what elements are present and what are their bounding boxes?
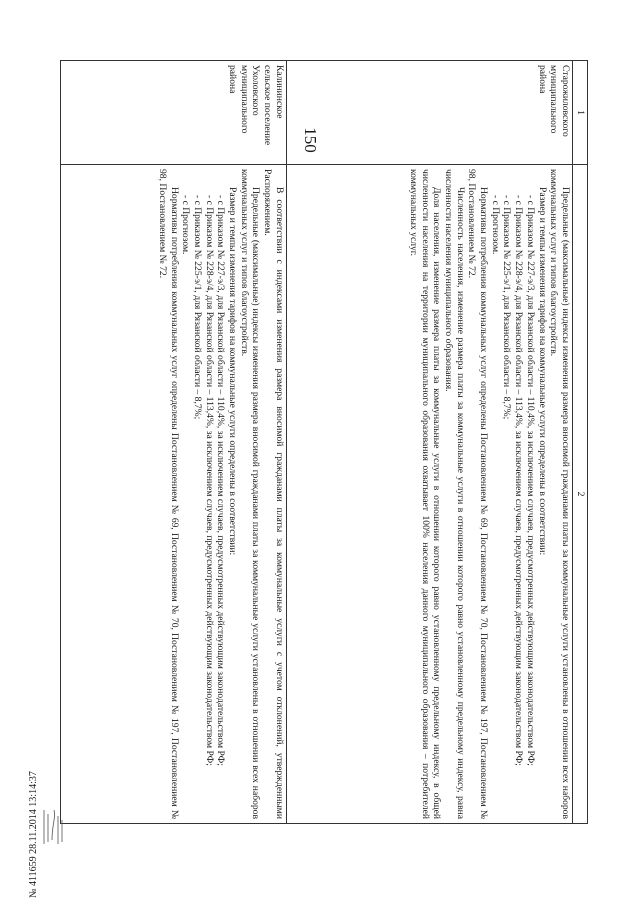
municipality-name-line: района <box>536 65 548 94</box>
municipality-name-line: муниципального <box>548 65 560 134</box>
municipality-name-line: Ухоловского <box>250 65 262 116</box>
municipality-cell <box>286 61 572 165</box>
description-paragraph: В соответствии с индексами изменения размера вносимой гражданами платы за коммунальные услуги с учетом отклонений, утвержденными Распоряжением. <box>262 169 285 819</box>
description-paragraph: Нормативы потребления коммунальных услуг определены Постановлением № 69, Постановлением № 70, Постановлением № 197, Постановлением № 98, Постановлением № 72. <box>466 169 490 819</box>
description-paragraph: - с Приказом № 228-э/4, для Рязанской области – 113,4%, за исключением случаев, предусмотренных действующим законодательством РФ; <box>203 195 215 766</box>
description-paragraph: - с Приказом № 228-э/4, для Рязанской области – 113,4%, за исключением случаев, предусмотренных действующим законодательством РФ; <box>513 195 525 766</box>
description-cell <box>286 165 572 824</box>
registration-stamp <box>20 771 80 900</box>
stamp-doc-number: № 411659 28.11.2014 13:14:37 <box>28 771 39 898</box>
municipality-name-line: района <box>227 65 239 94</box>
description-paragraph: Размер и темпы изменения тарифов на коммунальные услуги определены в соответствии: <box>536 187 548 556</box>
description-paragraph: Численность населения, изменение размера платы за коммунальные услуги в отношении которого равно установленному предельному индексу, равна численности населения муниципального образования. <box>442 169 466 819</box>
page-number-text: 150 <box>301 127 320 153</box>
signature-mark <box>38 804 70 848</box>
municipality-name-line: сельское поселение <box>262 65 274 146</box>
description-paragraph: - с Прогнозом. <box>489 195 501 255</box>
table-row <box>286 61 572 824</box>
description-paragraph: Размер и темпы изменения тарифов на коммунальные услуги определены в соответствии: <box>227 187 239 556</box>
table-row <box>61 61 287 824</box>
header-col-1: 1 <box>573 61 588 165</box>
municipality-name-line: Старожиловского <box>560 65 571 137</box>
description-paragraph: - с Прогнозом. <box>180 195 192 255</box>
description-paragraph: Предельные (максимальные) индексы изменения размера вносимой гражданами платы за коммунальные услуги установлены в отношении всех наборов коммунальных услуг и типов благоустройств. <box>238 169 262 819</box>
description-paragraph: Предельные (максимальные) индексы изменения размера вносимой гражданами платы за коммунальные услуги установлены в отношении всех наборов коммунальных услуг и типов благоустройств. <box>548 169 571 819</box>
description-paragraph: - с Приказом № 225-э/1, для Рязанской области – 8,7%; <box>191 195 203 420</box>
description-paragraph: - с Приказом № 225-э/1, для Рязанской области – 8,7%; <box>501 195 513 420</box>
description-paragraph: - с Приказом № 227-э/3, для Рязанской области – 110,4%, за исключением случаев, предусмотренных действующим законодательством РФ; <box>215 195 227 766</box>
description-paragraph: Нормативы потребления коммунальных услуг определены Постановлением № 69, Постановлением № 70, Постановлением № 197, Постановлением № 98, Постановлением № 72. <box>156 169 180 819</box>
description-paragraph: Доля населения, изменение размера платы за коммунальные услуги в отношении которого равно установленному предельному индексу, в общей численности населения на территории муниципального образования охватывает 100% населения данного муниципального образования – потребителей коммунальных услуг. <box>407 169 443 819</box>
description-cell <box>61 165 287 824</box>
header-col-2: 2 <box>573 165 588 824</box>
municipality-cell <box>61 61 287 165</box>
table-header-row <box>573 61 588 824</box>
tariff-table <box>60 60 588 824</box>
description-paragraph: - с Приказом № 227-э/3, для Рязанской области – 110,4%, за исключением случаев, предусмотренных действующим законодательством РФ; <box>524 195 536 766</box>
document-table-area <box>60 60 588 824</box>
municipality-name-line: муниципального <box>238 65 250 134</box>
municipality-name-line: Калининское <box>273 65 285 119</box>
